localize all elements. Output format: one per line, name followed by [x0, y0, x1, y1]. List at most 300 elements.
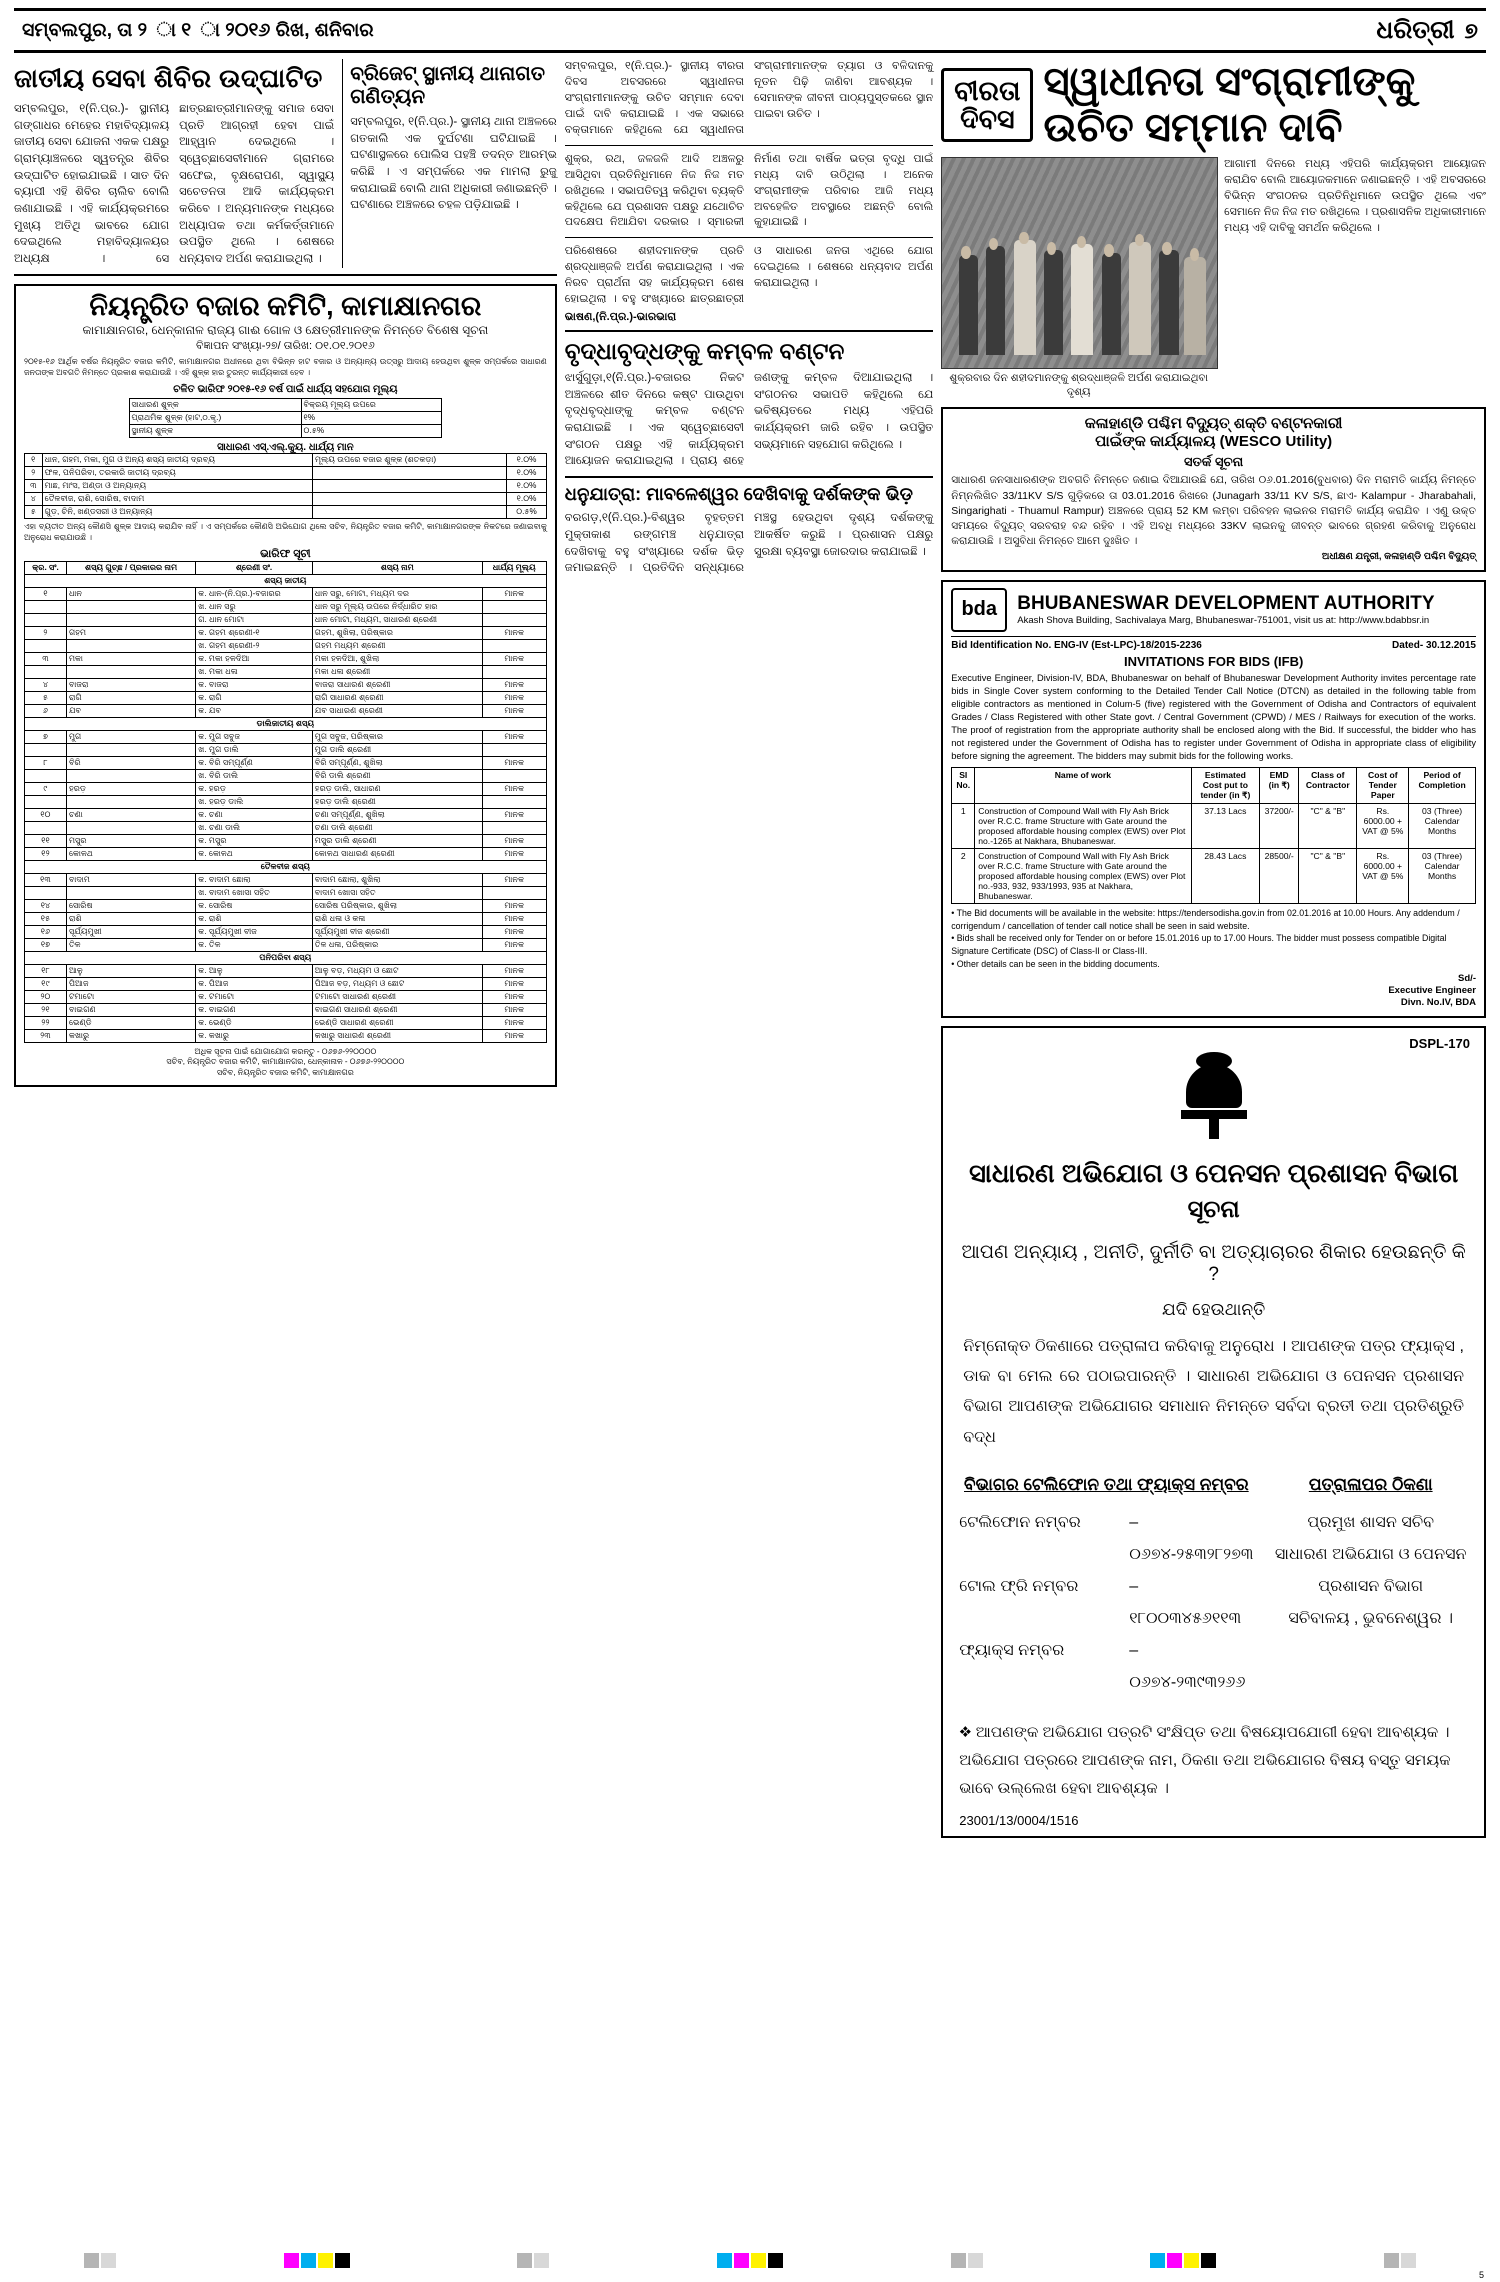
market-small-table — [129, 398, 443, 438]
table-cell: କ. ଆଳୁ — [196, 964, 313, 977]
table-cell: ମୁଗ ଡାଲି ଶ୍ରେଣୀ — [312, 743, 482, 756]
table-row — [25, 467, 547, 480]
table-cell: ଗହମ — [66, 626, 195, 639]
table-cell: ଖ. ଚଣା ଡାଲି — [196, 821, 313, 834]
color-swatch — [517, 2253, 532, 2268]
color-swatch — [1167, 2253, 1182, 2268]
table-cell: କ. ରାଶି — [196, 912, 313, 925]
table-cell: ୪ — [25, 493, 43, 506]
story1-body: ସମ୍ବଲପୁର, ୧(ନି.ପ୍ର.)- ସ୍ଥାନୀୟ ଗଙ୍ଗାଧର ମେହେର ମହାବିଦ୍ୟାଳୟ ଜାତୀୟ ସେବା ଯୋଜନା ଏକକ ପକ୍ଷରୁ ଗ୍ରାମ୍ୟାଞ୍ଚଳରେ ସ୍ୱତନ୍ତ୍ର ଶିବିର ଉଦ୍‌ଘାଟିତ ହୋଇଯାଇଛି । ସାତ ଦିନ ବ୍ୟାପୀ ଏହି ଶିବିର ଚାଲିବ ବୋଲି ଜଣାଯାଇଛି । ଏହି କାର୍ଯ୍ୟକ୍ରମରେ ମୁଖ୍ୟ ଅତିଥି ଭାବରେ ଯୋଗ ଦେଇଥିଲେ ମହାବିଦ୍ୟାଳୟର ଅଧ୍ୟକ୍ଷ । ସେ ଛାତ୍ରଛାତ୍ରୀମାନଙ୍କୁ ସମାଜ ସେବା ପ୍ରତି ଆଗ୍ରହୀ ହେବା ପାଇଁ ଆହ୍ୱାନ ଦେଇଥିଲେ । ସ୍ୱେଚ୍ଛାସେବୀମାନେ ଗ୍ରାମରେ ସଫେଇ, ବୃକ୍ଷରୋପଣ, ସ୍ୱାସ୍ଥ୍ୟ ସଚେତନତା ଆଦି କାର୍ଯ୍ୟକ୍ରମ କରିବେ । ଅନ୍ୟମାନଙ୍କ ମଧ୍ୟରେ ଅଧ୍ୟାପକ ତଥା କର୍ମକର୍ତ୍ତାମାନେ ଉପସ୍ଥିତ ଥିଲେ । ଶେଷରେ ଧନ୍ୟବାଦ ଅର୍ପଣ କରାଯାଇଥିଲା । — [14, 103, 335, 266]
note-line: ସଚିବ, ନିୟନ୍ତ୍ରିତ ବଜାର କମିଟି, କାମାକ୍ଷାନଗର, ଧେନ୍କାନାଳ - ୦୬୭୬-୨୨୦୦୦୦ — [166, 1057, 405, 1067]
page-columns — [14, 59, 1486, 1838]
national-emblem-icon — [1179, 1064, 1249, 1148]
table-row — [25, 480, 547, 493]
table-cell: କ. ଧାନ-(ନି.ପ୍ର.)-ବଜାରର — [196, 587, 313, 600]
lead-col2: ଶୁକ୍ର, ରଥ, ଜଳଜଳି ଆଦି ଅଞ୍ଚଳରୁ ଆସିଥିବା ପ୍ରତିନିଧିମାନେ ନିଜ ନିଜ ମତ ରଖିଥିଲେ । ସଭାପତିତ୍ୱ କରିଥିବା ବ୍ୟକ୍ତି କହିଥିଲେ ଯେ ପ୍ରଶାସନ ପକ୍ଷରୁ ଯଥୋଚିତ ପଦକ୍ଷେପ ନିଆଯିବା ଦରକାର । ସ୍ମାରକୀ ନିର୍ମାଣ ତଥା ବାର୍ଷିକ ଭତ୍ତା ବୃଦ୍ଧି ପାଇଁ ମଧ୍ୟ ଦାବି ଉଠିଥିଲା । ଅନେକ ସଂଗ୍ରାମୀଙ୍କ ପରିବାର ଆଜି ମଧ୍ୟ ଅବହେଳିତ ଅବସ୍ଥାରେ ଅଛନ୍ତି ବୋଲି କୁହାଯାଇଛି । — [564, 152, 934, 229]
table-cell: ୧.୦% — [507, 454, 546, 467]
table-cell: ମାନକ — [482, 990, 546, 1003]
table-cell: ୧.୦% — [507, 467, 546, 480]
table-cell: 1 — [952, 803, 975, 848]
table-cell: ମାନକ — [482, 704, 546, 717]
table-cell — [25, 613, 67, 626]
table-cell — [313, 467, 507, 480]
contact-value: – ୦୬୭୪-୨୫୩୨୮୨୭୩ — [1129, 1514, 1254, 1564]
table-row — [25, 454, 547, 467]
lead-col3: ପରିଶେଷରେ ଶହୀଦମାନଙ୍କ ପ୍ରତି ଶ୍ରଦ୍ଧାଞ୍ଜଳି ଅର୍ପଣ କରାଯାଇଥିଲା । ଏକ ନିରବ ପ୍ରାର୍ଥନା ସହ କାର୍ଯ୍ୟକ୍ରମ ଶେଷ ହୋଇଥିଲା । ବହୁ ସଂଖ୍ୟାରେ ଛାତ୍ରଛାତ୍ରୀ ଓ ସାଧାରଣ ଜନତା ଏଥିରେ ଯୋଗ ଦେଇଥିଲେ । ଶେଷରେ ଧନ୍ୟବାଦ ଅର୍ପଣ କରାଯାଇଥିଲା । — [564, 245, 934, 306]
color-swatch — [101, 2253, 116, 2268]
note-line: • Bids shall be received only for Tender on or before 15.01.2016 up to 17.00 Hours. The bidder must possess compatible Digital Signature Certificate (DSC) of Class-II or Class-III. — [951, 933, 1447, 957]
page-mark: 5 — [1478, 2270, 1484, 2280]
table-cell: ୨ — [25, 467, 43, 480]
note-line: ଅଧିକ ସୂଚନା ପାଇଁ ଯୋଗାଯୋଗ କରନ୍ତୁ - ୦୬୭୬-୨୨୦୦୦୦ — [194, 1046, 377, 1056]
table-cell — [482, 665, 546, 678]
table-cell: କ. ଚଣା — [196, 808, 313, 821]
wesco-title-line2: ପାଇଁଙ୍କ କାର୍ଯ୍ୟାଳୟ (WESCO Utility) — [1095, 433, 1333, 451]
table-cell: ରାଶି — [66, 912, 195, 925]
table-cell: ଖ. ହରଡ଼ ଡାଲି — [196, 795, 313, 808]
table-cell: କ. କୋଳଥ — [196, 847, 313, 860]
table-cell — [25, 743, 67, 756]
table-cell: ମାନକ — [482, 873, 546, 886]
table-row — [129, 425, 442, 438]
print-color-bar — [0, 2253, 1500, 2268]
table-cell: ଖ. ଧାନ ସରୁ — [196, 600, 313, 613]
ga-address-heading: ପତ୍ରାଳାପର ଠିକଣା — [1308, 1475, 1433, 1495]
table-cell: କ. ଭେଣ୍ଡି — [196, 1016, 313, 1029]
table-row — [25, 639, 547, 652]
table-cell: କ. ସୋରିଷ — [196, 899, 313, 912]
table-cell: ମକା — [66, 652, 195, 665]
table-cell: ଆଳୁ ବଡ଼, ମଧ୍ୟମ ଓ ଛୋଟ — [312, 964, 482, 977]
table-row — [25, 665, 547, 678]
table-cell: ଧାନ, ଗହମ, ମକା, ମୁଗ ଓ ଅନ୍ୟ ଶସ୍ୟ ଜାତୀୟ ଦ୍ରବ୍ୟ — [42, 454, 312, 467]
table-cell: ମାନକ — [482, 626, 546, 639]
color-swatch — [1184, 2253, 1199, 2268]
bda-logo: bda — [951, 588, 1007, 632]
color-swatch-group — [1384, 2253, 1416, 2268]
bda-date: Dated- 30.12.2015 — [1392, 639, 1476, 651]
address-line: ସାଧାରଣ ଅଭିଯୋଗ ଓ ପେନସନ ପ୍ରଶାସନ ବିଭାଗ — [1274, 1546, 1467, 1596]
table-cell: କ. ମକା ହଳଦିଆ — [196, 652, 313, 665]
contact-row — [959, 1507, 1253, 1571]
table-cell: ୨୨ — [25, 1016, 67, 1029]
table-row — [129, 412, 442, 425]
table-cell: ମାନକ — [482, 938, 546, 951]
table-cell: ଯବ — [66, 704, 195, 717]
bda-paragraph: Executive Engineer, Division-IV, BDA, Bhubaneswar on behalf of Bhubaneswar Development Authority invites percentage rate bids in Single Cover system conforming to the Detailed Tender Call Notice (DTCN) as detailed in the following table from eligible contractors as mentioned in Colum-5 (five) registered with the Government of Odisha and Contractors of equivalent Grades / Class Registered with other State govt. / Central Government (CPWD) / MES / Railways for execution of the works. The proof of registration from the appropriate authority shall be enclosed along with the Bid. If successful, the bidder who has not registered under the Government of Odisha has to register under Government of Odisha in appropriate class of eligibility before signing the agreement. The bidders may submit bids for the following works. — [951, 672, 1476, 761]
masthead — [14, 8, 1486, 53]
table-row — [25, 678, 547, 691]
table-cell: ଯବ ସାଧାରଣ ଶ୍ରେଣୀ — [312, 704, 482, 717]
color-swatch — [84, 2253, 99, 2268]
table-row — [25, 743, 547, 756]
table-cell: ୨ — [25, 626, 67, 639]
table-cell: କ. ବାଇଗଣ — [196, 1003, 313, 1016]
column-header: ଧାର୍ଯ୍ୟ ମୂଲ୍ୟ — [482, 561, 546, 574]
color-swatch-group — [1150, 2253, 1216, 2268]
color-swatch — [968, 2253, 983, 2268]
table-cell: ମସୁର ଡାଲି ଶ୍ରେଣୀ — [312, 834, 482, 847]
color-swatch — [768, 2253, 783, 2268]
table-cell: ଖ. ଗହମ ଶ୍ରେଣୀ-୨ — [196, 639, 313, 652]
color-swatch — [1201, 2253, 1216, 2268]
color-swatch-group — [517, 2253, 549, 2268]
table-cell: ୬ — [25, 704, 67, 717]
table-cell: ବାଦାମ — [66, 873, 195, 886]
table-cell: ମାନକ — [482, 1029, 546, 1042]
table-cell: ମାନକ — [482, 782, 546, 795]
table-row — [25, 977, 547, 990]
column-header: ଶ୍ରେଣୀ ସଂ. — [196, 561, 313, 574]
ga-department-name: ସାଧାରଣ ଅଭିଯୋଗ ଓ ପେନସନ ପ୍ରଶାସନ ବିଭାଗ — [968, 1157, 1459, 1188]
ga-body-text: ନିମ୍ନୋକ୍ତ ଠିକଣାରେ ପତ୍ରାଳାପ କରିବାକୁ ଅନୁରୋଧ । ଆପଣଙ୍କ ପତ୍ର ଫ୍ୟାକ୍ସ , ଡାକ ବା ମେଲ ରେ ପଠାଇପାରନ୍ତି । ସାଧାରଣ ଅଭିଯୋଗ ଓ ପେନସନ ପ୍ରଶାସନ ବିଭାଗ ଆପଣଙ୍କ ଅଭିଯୋଗର ସମାଧାନ ନିମନ୍ତେ ସର୍ବଦା ବ୍ରତୀ ତଥା ପ୍ରତିଶ୍ରୁତି ବଦ୍ଧ — [963, 1337, 1464, 1446]
story2-headline: ବ୍ରିଜେଟ୍‌ ସ୍ଥାନୀୟ ଥାନାଗତ ଗଣିତ୍ୟନ — [350, 63, 545, 108]
color-swatch — [751, 2253, 766, 2268]
market-ad-notice-no: ବିଜ୍ଞାପନ ସଂଖ୍ୟା-୨୭/ ତାରିଖ: ୦୧.୦୧.୨୦୧୬ — [196, 340, 375, 353]
table-cell: ଧାନ — [66, 587, 195, 600]
table-cell: ମୂଲ୍ୟ ଉପରେ ବଜାର ଶୁଳ୍କ (ଶତକଡ଼ା) — [313, 454, 507, 467]
column-header: EMD (in ₹) — [1260, 767, 1299, 803]
ga-contact-list — [959, 1507, 1253, 1699]
contact-value: – ୧୮୦୦୩୪୫୬୧୧୩ — [1129, 1578, 1242, 1628]
bda-address: Akash Shova Building, Sachivalaya Marg, Bhubaneswar-751001, visit us at: http://www.bdabbsr.in — [1017, 615, 1430, 627]
masthead-paper-name: ଧରିତ୍ରୀ — [1376, 16, 1455, 44]
table-cell: ୧୫ — [25, 912, 67, 925]
note-line: ସଚିବ, ନିୟନ୍ତ୍ରିତ ବଜାର କମିଟି, କାମାକ୍ଷାନଗର — [216, 1068, 354, 1078]
table-cell: କ. ଟମାଟୋ — [196, 990, 313, 1003]
color-swatch-group — [284, 2253, 350, 2268]
column-header: ଶସ୍ୟ ନାମ — [312, 561, 482, 574]
market-tariff-table — [24, 561, 547, 1043]
story1-headline: ଜାତୀୟ ସେବା ଶିବିର ଉଦ୍‌ଘାଟିତ — [14, 63, 323, 93]
table-cell: "C" & "B" — [1299, 803, 1357, 848]
table-row — [25, 925, 547, 938]
column-header: Period of Completion — [1409, 767, 1476, 803]
table-cell — [66, 665, 195, 678]
story2-body: ସମ୍ବଲପୁର, ୧(ନି.ପ୍ର.)- ସ୍ଥାନୀୟ ଥାନା ଅଞ୍ଚଳରେ ଗତକାଲି ଏକ ଦୁର୍ଘଟଣା ଘଟିଯାଇଛି । ଘଟଣାସ୍ଥଳରେ ପୋଲିସ ପହଞ୍ଚି ତଦନ୍ତ ଆରମ୍ଭ କରିଛି । ଏ ସମ୍ପର୍କରେ ଏକ ମାମଲା ରୁଜୁ କରାଯାଇଛି ବୋଲି ଥାନା ଅଧିକାରୀ ଜଣାଇଛନ୍ତି । ଘଟଣାରେ ଅଞ୍ଚଳରେ ଚହଳ ପଡ଼ିଯାଇଛି । — [350, 116, 557, 212]
ga-address-lines — [1273, 1507, 1468, 1635]
table-cell: ବାଜରା — [66, 678, 195, 691]
table-section-header: ଡାଲିଜାତୀୟ ଶସ୍ୟ — [25, 717, 547, 730]
table-cell — [25, 886, 67, 899]
color-swatch — [717, 2253, 732, 2268]
table-cell: ସାଧାରଣ ଶୁଳ୍କ — [129, 399, 301, 412]
table-cell: ଫଳ, ପନିପରିବା, ତରକାରି ଜାତୀୟ ଦ୍ରବ୍ୟ — [42, 467, 312, 480]
color-swatch — [734, 2253, 749, 2268]
color-swatch — [534, 2253, 549, 2268]
table-cell — [66, 743, 195, 756]
column-right — [941, 59, 1486, 1838]
table-row — [25, 912, 547, 925]
lead-kicker-line1: ବୀରତା — [954, 75, 1021, 106]
column-left — [14, 59, 557, 1838]
table-cell: ୦.୫% — [507, 506, 546, 519]
table-cell: ୨୩ — [25, 1029, 67, 1042]
table-cell: ପିଆଜ ବଡ଼, ମଧ୍ୟମ ଓ ଛୋଟ — [312, 977, 482, 990]
table-cell: ସୋରିଷ ପରିଷ୍କାର, ଶୁଖିଲା — [312, 899, 482, 912]
table-cell: ଧାନ ସରୁ, ମୋଟା, ମଧ୍ୟମ ଦର — [312, 587, 482, 600]
table-row — [25, 574, 547, 587]
table-cell: ବିରି ସମ୍ପୂର୍ଣ୍ଣ, ଶୁଖିଲା — [312, 756, 482, 769]
table-cell: କୋଳଥ — [66, 847, 195, 860]
table-cell: ୧ — [25, 454, 43, 467]
table-cell: ୧୭ — [25, 938, 67, 951]
lead-kicker-line2: ଦିବସ — [960, 104, 1015, 134]
table-cell: 03 (Three) Calendar Months — [1409, 848, 1476, 903]
table-cell: ଭେଣ୍ଡି — [66, 1016, 195, 1029]
table-cell: ମାନକ — [482, 847, 546, 860]
contact-label: ଟୋଲ ଫ୍ରି ନମ୍ବର — [959, 1578, 1079, 1596]
table-cell: ମାନକ — [482, 834, 546, 847]
story3-body: ଝାର୍ସୁଗୁଡ଼ା,୧(ନି.ପ୍ର.)-ବଜାରର ନିକଟ ଅଞ୍ଚଳରେ ଶୀତ ଦିନରେ କଷ୍ଟ ପାଉଥିବା ବୃଦ୍ଧବୃଦ୍ଧାଙ୍କୁ କମ୍ବଳ ବଣ୍ଟନ କରାଯାଇଛି । ଏକ ସ୍ୱେଚ୍ଛାସେବୀ ସଂଗଠନ ପକ୍ଷରୁ ଏହି କାର୍ଯ୍ୟକ୍ରମ ଆୟୋଜନ କରାଯାଇଥିଲା । ପ୍ରାୟ ଶହେ ଜଣଙ୍କୁ କମ୍ବଳ ଦିଆଯାଇଥିଲା । ସଂଗଠନର ସଭାପତି କହିଥିଲେ ଯେ ଭବିଷ୍ୟତରେ ମଧ୍ୟ ଏହିପରି କାର୍ଯ୍ୟକ୍ରମ ଜାରି ରହିବ । ଉପସ୍ଥିତ ସଭ୍ୟମାନେ ସହଯୋଗ କରିଥିଲେ । — [564, 372, 934, 468]
table-cell: 28500/- — [1260, 848, 1299, 903]
lead-photo-caption: ଶୁକ୍ରବାର ଦିନ ଶହୀଦମାନଙ୍କୁ ଶ୍ରଦ୍ଧାଞ୍ଜଳି ଅର୍ପଣ କରାଯାଇଥିବା ଦୃଶ୍ୟ — [949, 372, 1208, 398]
table-row — [25, 626, 547, 639]
table-cell: ୩ — [25, 652, 67, 665]
table-cell — [313, 506, 507, 519]
wesco-subtitle: ସତର୍କ ସୂଚନା — [1184, 454, 1244, 470]
masthead-page-number: ୭ — [1464, 17, 1478, 43]
table-cell: ଖ. ମୁଗ ଡାଲି — [196, 743, 313, 756]
bda-bid-id: Bid Identification No. ENG-IV (Est-LPC)-18/2015-2236 — [951, 639, 1202, 651]
lead-byline: ଭାଷଣ,(ନି.ପ୍ର.)-ଭାରଭାରା — [564, 311, 677, 324]
ga-question-2: ଯଦି ହେଉଥାନ୍ତି — [1162, 1299, 1266, 1319]
table-row — [25, 506, 547, 519]
table-cell — [66, 639, 195, 652]
market-foot-note: ଏହା ବ୍ୟତୀତ ଅନ୍ୟ କୌଣସି ଶୁଳ୍କ ଆଦାୟ କରାଯିବ ନାହିଁ । ଏ ସମ୍ପର୍କରେ କୌଣସି ଅଭିଯୋଗ ଥିଲେ ସଚିବ, ନିୟନ୍ତ୍ରିତ ବଜାର କମିଟି, କାମାକ୍ଷାନଗରଙ୍କ ନିକଟରେ ଜଣାଇବାକୁ ଅନୁରୋଧ କରାଯାଉଛି । — [24, 522, 547, 542]
color-swatch-group — [84, 2253, 116, 2268]
table-row — [25, 821, 547, 834]
market-ad-paragraph: ୨୦୧୫-୧୬ ଆର୍ଥିକ ବର୍ଷର ନିୟନ୍ତ୍ରିତ ବଜାର କମିଟି, କାମାକ୍ଷାନଗର ଅଧୀନରେ ଥିବା ବିଭିନ୍ନ ହାଟ ବଜାର ଓ ଅନ୍ୟାନ୍ୟ ଉତ୍ସରୁ ଆଦାୟ ହେଉଥିବା ଶୁଳ୍କ ସମ୍ପର୍କରେ ସାଧାରଣ ଜନତାଙ୍କ ଅବଗତି ନିମନ୍ତେ ପ୍ରକାଶ କରାଯାଉଛି । ଏହି ଶୁଳ୍କ ହାର ତୁରନ୍ତ କାର୍ଯ୍ୟକାରୀ ହେବ । — [24, 357, 547, 378]
table-cell: ମାନକ — [482, 912, 546, 925]
bda-ifb-title: INVITATIONS FOR BIDS (IFB) — [1123, 653, 1304, 669]
table-cell: ୧% — [301, 412, 442, 425]
table-cell: ମକା ହଳଦିଆ, ଶୁଖିଲା — [312, 652, 482, 665]
address-line: ପ୍ରମୁଖ ଶାସନ ସଚିବ — [1307, 1514, 1435, 1532]
table-cell: ସୂର୍ଯ୍ୟମୁଖୀ ବୀଜ ଶ୍ରେଣୀ — [312, 925, 482, 938]
table-cell: ମାନକ — [482, 730, 546, 743]
table-cell: ୨୧ — [25, 1003, 67, 1016]
table-cell — [482, 795, 546, 808]
color-swatch — [284, 2253, 299, 2268]
lead-headline-row — [941, 59, 1486, 151]
table-cell: ମାନକ — [482, 899, 546, 912]
table-cell: ଟମାଟୋ — [66, 990, 195, 1003]
table-cell: ମାନକ — [482, 1003, 546, 1016]
table-cell: 03 (Three) Calendar Months — [1409, 803, 1476, 848]
table-cell: ଧାନ ମୋଟା, ମଧ୍ୟମ, ସାଧାରଣ ଶ୍ରେଣୀ — [312, 613, 482, 626]
ga-dspl-code: DSPL-170 — [1409, 1035, 1470, 1051]
table-row — [25, 613, 547, 626]
table-row — [25, 964, 547, 977]
table-cell: କଖାରୁ — [66, 1029, 195, 1042]
note-line: • The Bid documents will be available in the website: https://tendersodisha.gov.in from 02.01.2016 at 10.00 Hours. Any addendum / corrigendum / cancellation of tender call notice shall be seen in said website. — [951, 907, 1460, 931]
table-row — [25, 756, 547, 769]
color-swatch — [1384, 2253, 1399, 2268]
table-cell: ଭେଣ୍ଡି ସାଧାରଣ ଶ୍ରେଣୀ — [312, 1016, 482, 1029]
table-cell: ମାନକ — [482, 1016, 546, 1029]
table-cell — [25, 795, 67, 808]
contact-label: ଫ୍ୟାକ୍ସ ନମ୍ବର — [959, 1642, 1065, 1660]
table-cell — [66, 795, 195, 808]
table-cell — [66, 613, 195, 626]
table-row — [25, 600, 547, 613]
table-cell: ୯ — [25, 782, 67, 795]
table-cell: ତୈଳବୀଜ, ରାଶି, ସୋରିଷ, ବାଦାମ — [42, 493, 312, 506]
market-ad-title: ନିୟନ୍ତ୍ରିତ ବଜାର କମିଟି, କାମାକ୍ଷାନଗର — [89, 290, 482, 321]
wesco-body: ସାଧାରଣ ଜନସାଧାରଣଙ୍କ ଅବଗତି ନିମନ୍ତେ ଜଣାଇ ଦିଆଯାଉଛି ଯେ, ତାରିଖ ୦୬.01.2016(ବୁଧବାର) ଦିନ ମରାମତି କାର୍ଯ୍ୟ ନିମନ୍ତେ ନିମ୍ନଲିଖିତ 33/11KV S/S ଗୁଡ଼ିକରେ ତା 03.01.2016 ରିଖରେ (Junagarh 33/11 KV S/S, ଛାଏ- Kalampur - Jharabahali, Singarighati - Thuamul Rampur) ଅଞ୍ଚଳରେ ପ୍ରାୟ 52 KM ଲମ୍ବା ପରିବହନ ଲାଇନର ମରାମତି କାର୍ଯ୍ୟ କରାଯିବ । ଏଣୁ ଉକ୍ତ ସମୟରେ ବିଦ୍ୟୁତ୍‌ ସରବରାହ ବନ୍ଦ ରହିବ । ଏହି ଅବଧି ମଧ୍ୟରେ 33KV ଲାଇନକୁ ଜୀବନ୍ତ ଭାବରେ ଗ୍ରହଣ କରିବାକୁ ଅନୁରୋଧ କରାଯାଉଛି । ଅସୁବିଧା ନିମନ୍ତେ ଆମେ ଦୁଃଖିତ । — [951, 474, 1476, 548]
market-big-title: ଭାରିଫ ସୂଚୀ — [260, 547, 311, 560]
table-cell: ହରଡ଼ — [66, 782, 195, 795]
table-cell: Rs. 6000.00 + VAT @ 5% — [1357, 848, 1409, 903]
market-ad-subtitle: କାମାକ୍ଷାନଗର, ଧେନ୍କାନାଳ ରାଜ୍ୟ ଗାଈ ଗୋଳ ଓ କ୍ଷେତ୍ରୀମାନଙ୍କ ନିମନ୍ତେ ବିଶେଷ ସୂଚନା — [82, 323, 489, 338]
market-mid-title: ସାଧାରଣ ଏସ୍‌.ଏଲ୍‌.କ୍ୟୁ. ଧାର୍ଯ୍ୟ ମାନ — [217, 442, 354, 453]
table-cell — [25, 639, 67, 652]
table-cell: ୭ — [25, 730, 67, 743]
table-cell: ଗହମ, ଶୁଖିଲା, ପରିଷ୍କାର — [312, 626, 482, 639]
color-swatch-group — [717, 2253, 783, 2268]
table-cell: କ. ସୂର୍ଯ୍ୟମୁଖୀ ବୀଜ — [196, 925, 313, 938]
column-header: କ୍ର. ସଂ. — [25, 561, 67, 574]
table-cell: କ. ବିରି ସମ୍ପୂର୍ଣ୍ଣ — [196, 756, 313, 769]
table-cell: ୩ — [25, 480, 43, 493]
table-row — [129, 399, 442, 412]
lead-col4: ଆଗାମୀ ଦିନରେ ମଧ୍ୟ ଏହିପରି କାର୍ଯ୍ୟକ୍ରମ ଆୟୋଜନ କରାଯିବ ବୋଲି ଆୟୋଜକମାନେ ଜଣାଇଛନ୍ତି । ଏହି ଅବସରରେ ବିଭିନ୍ନ ସଂଗଠନର ପ୍ରତିନିଧିମାନେ ଉପସ୍ଥିତ ଥିଲେ ଏବଂ ସେମାନେ ନିଜ ନିଜ ମତ ରଖିଥିଲେ । ପ୍ରଶାସନିକ ଅଧିକାରୀମାନେ ମଧ୍ୟ ଏହି ଦାବିକୁ ସମର୍ଥନ କରିଥିଲେ । — [1224, 158, 1486, 234]
table-cell — [482, 821, 546, 834]
masthead-dateline: ସମ୍ବଲପୁର, ତା ୨ ା ୧ ା ୨୦୧୬ ରିଖ, ଶନିବାର — [22, 19, 374, 41]
table-cell: କଖାରୁ ସାଧାରଣ ଶ୍ରେଣୀ — [312, 1029, 482, 1042]
table-cell: କ. ଗହମ ଶ୍ରେଣୀ-୧ — [196, 626, 313, 639]
ga-question-1: ଆପଣ ଅନ୍ୟାୟ , ଅନୀତି, ଦୁର୍ନୀତି ବା ଅତ୍ୟାଚାରର ଶିକାର ହେଉଛନ୍ତି କି ? — [961, 1241, 1466, 1285]
table-cell: Rs. 6000.00 + VAT @ 5% — [1357, 803, 1409, 848]
table-row — [25, 1029, 547, 1042]
table-cell: ମାନକ — [482, 652, 546, 665]
contact-row — [959, 1635, 1253, 1699]
table-cell: ଚଣା ସମ୍ପୂର୍ଣ୍ଣ, ଶୁଖିଲା — [312, 808, 482, 821]
table-cell: ମାନକ — [482, 587, 546, 600]
table-cell: କ. କଖାରୁ — [196, 1029, 313, 1042]
color-swatch-group — [951, 2253, 983, 2268]
table-cell — [482, 600, 546, 613]
bda-sign-division: Divn. No.IV, BDA — [1400, 997, 1476, 1009]
market-mid-table — [24, 453, 547, 519]
lead-col1: ସମ୍ବଲପୁର, ୧(ନି.ପ୍ର.)- ସ୍ଥାନୀୟ ବୀରତା ଦିବସ ଅବସରରେ ସ୍ୱାଧୀନତା ସଂଗ୍ରାମୀମାନଙ୍କୁ ଉଚିତ ସମ୍ମାନ ଦେବା ପାଇଁ ଦାବି କରାଯାଇଛି । ଏକ ସଭାରେ ବକ୍ତାମାନେ କହିଥିଲେ ଯେ ସ୍ୱାଧୀନତା ସଂଗ୍ରାମୀମାନଙ୍କ ତ୍ୟାଗ ଓ ବଳିଦାନକୁ ନୂତନ ପିଢ଼ି ଜାଣିବା ଆବଶ୍ୟକ । ସେମାନଙ୍କ ଜୀବନୀ ପାଠ୍ୟପୁସ୍ତକରେ ସ୍ଥାନ ପାଇବା ଉଚିତ । — [564, 60, 934, 136]
table-cell: ଗୁଡ଼, ଚିନି, ଖଣ୍ଡସରୀ ଓ ଅନ୍ୟାନ୍ୟ — [42, 506, 312, 519]
table-cell: ମୁଗ — [66, 730, 195, 743]
table-cell: ୮ — [25, 756, 67, 769]
table-cell: ଚଣା ଡାଲି ଶ୍ରେଣୀ — [312, 821, 482, 834]
table-cell — [482, 613, 546, 626]
table-cell: Construction of Compound Wall with Fly Ash Brick over R.C.C. frame Structure with Gate around the proposed affordable housing complex (EWS) over Plot no.-1265 at Nakhara, Bhubaneswar. — [975, 803, 1191, 848]
story4-headline: ଧନୁଯାତ୍ରା: ମାବଳେଶ୍ୱର ଦେଖିବାକୁ ଦର୍ଶକଙ୍କ ଭିଡ଼ — [564, 484, 913, 505]
bda-sign-title: Executive Engineer — [1388, 984, 1476, 996]
table-row — [25, 899, 547, 912]
ga-department-ad — [941, 1026, 1486, 1838]
table-cell: ମାନକ — [482, 925, 546, 938]
table-section-header: ଶସ୍ୟ ଜାତୀୟ — [25, 574, 547, 587]
lead-kicker — [941, 68, 1033, 143]
table-cell: ୧୪ — [25, 899, 67, 912]
table-cell: ପିଆଜ — [66, 977, 195, 990]
table-row — [25, 847, 547, 860]
table-row — [25, 834, 547, 847]
table-cell: ଖ. ମକା ଧଳା — [196, 665, 313, 678]
table-cell: ବାଇଗଣ — [66, 1003, 195, 1016]
table-cell: ରାଶି ଧଳା ଓ କଳା — [312, 912, 482, 925]
table-cell — [482, 639, 546, 652]
table-cell: 37200/- — [1260, 803, 1299, 848]
table-row — [25, 990, 547, 1003]
table-row — [25, 769, 547, 782]
ga-phone-heading: ବିଭାଗର ଟେଲିଫୋନ ତଥା ଫ୍ୟାକ୍ସ ନମ୍ବର — [964, 1475, 1249, 1495]
table-cell: କ. ମସୁର — [196, 834, 313, 847]
table-cell — [25, 665, 67, 678]
table-cell: କ. ପିଆଜ — [196, 977, 313, 990]
table-cell: ମସୁର — [66, 834, 195, 847]
table-cell: ଚଣା — [66, 808, 195, 821]
table-cell: ରାଗି — [66, 691, 195, 704]
table-cell — [25, 769, 67, 782]
table-cell: ଧାନ ସରୁ ମୂଲ୍ୟ ଉପରେ ନିର୍ଦ୍ଧାରିତ ହାର — [312, 600, 482, 613]
table-row — [25, 951, 547, 964]
table-row — [25, 860, 547, 873]
table-cell: ୧୬ — [25, 925, 67, 938]
table-row — [25, 782, 547, 795]
table-cell: କ. ବାଜରା — [196, 678, 313, 691]
table-cell: ୦.୫% — [301, 425, 442, 438]
table-cell: ବାଦାମ ଖୋସା ସହିତ — [312, 886, 482, 899]
table-cell: ଖ. ବିରି ଡାଲି — [196, 769, 313, 782]
color-swatch — [951, 2253, 966, 2268]
bda-notes — [951, 907, 1476, 971]
story3-headline: ବୃଦ୍ଧାବୃଦ୍ଧଙ୍କୁ କମ୍ବଳ ବଣ୍ଟନ — [564, 338, 845, 365]
table-row — [25, 717, 547, 730]
table-cell: ୨୦ — [25, 990, 67, 1003]
table-cell: ବାଜରା ସାଧାରଣ ଶ୍ରେଣୀ — [312, 678, 482, 691]
column-middle — [565, 59, 933, 1838]
table-cell: ରାଗି ସାଧାରଣ ଶ୍ରେଣୀ — [312, 691, 482, 704]
table-cell: କ. ଯବ — [196, 704, 313, 717]
table-row — [25, 873, 547, 886]
table-section-header: ପନିପରିବା ଶସ୍ୟ — [25, 951, 547, 964]
table-cell: ବାଦାମ ଛୋଲା, ଶୁଖିଲା — [312, 873, 482, 886]
contact-value: – ୦୬୭୪-୨୩୯୩୨୬୬ — [1129, 1642, 1246, 1692]
story4-body: ବରଗଡ଼,୧(ନି.ପ୍ର.)-ବିଶ୍ୱର ବୃହତ୍ତମ ମୁକ୍ତାକାଶ ରଙ୍ଗମଞ୍ଚ ଧନୁଯାତ୍ରା ଦେଖିବାକୁ ବହୁ ସଂଖ୍ୟାରେ ଦର୍ଶକ ଭିଡ଼ ଜମାଇଛନ୍ତି । ପ୍ରତିଦିନ ସନ୍ଧ୍ୟାରେ ମଞ୍ଚସ୍ଥ ହେଉଥିବା ଦୃଶ୍ୟ ଦର୍ଶକଙ୍କୁ ଆକର୍ଷିତ କରୁଛି । ପ୍ରଶାସନ ପକ୍ଷରୁ ସୁରକ୍ଷା ବ୍ୟବସ୍ଥା ଜୋରଦାର କରାଯାଇଛି । — [564, 512, 934, 575]
color-swatch — [1150, 2253, 1165, 2268]
table-cell — [482, 743, 546, 756]
contact-label: ଟେଲିଫୋନ ନମ୍ବର — [959, 1514, 1081, 1532]
newspaper-page — [0, 8, 1500, 2282]
table-row — [25, 1016, 547, 1029]
address-line: ସଚିବାଳୟ , ଭୁବନେଶ୍ୱର । — [1288, 1610, 1454, 1628]
table-row — [25, 704, 547, 717]
lead-headline: ସ୍ୱାଧୀନତା ସଂଗ୍ରାମୀଙ୍କୁ ଉଚିତ ସମ୍ମାନ ଦାବି — [1043, 60, 1416, 150]
bda-tender-ad — [941, 580, 1486, 1018]
table-cell: ମାନକ — [482, 808, 546, 821]
table-cell: 28.43 Lacs — [1191, 848, 1260, 903]
table-cell: ମାନକ — [482, 964, 546, 977]
table-cell: ମାଛ, ମାଂସ, ଅଣ୍ଡା ଓ ଅନ୍ୟାନ୍ୟ — [42, 480, 312, 493]
table-cell: ସୂର୍ଯ୍ୟମୁଖୀ — [66, 925, 195, 938]
table-cell: ୧୨ — [25, 847, 67, 860]
table-row — [952, 803, 1476, 848]
bda-signature — [951, 973, 1476, 1010]
table-cell: କୋଳଥ ସାଧାରଣ ଶ୍ରେଣୀ — [312, 847, 482, 860]
table-cell — [313, 480, 507, 493]
ga-code: 23001/13/0004/1516 — [959, 1812, 1079, 1828]
table-cell: ଆଳୁ — [66, 964, 195, 977]
table-cell: କ. ରାଗି — [196, 691, 313, 704]
